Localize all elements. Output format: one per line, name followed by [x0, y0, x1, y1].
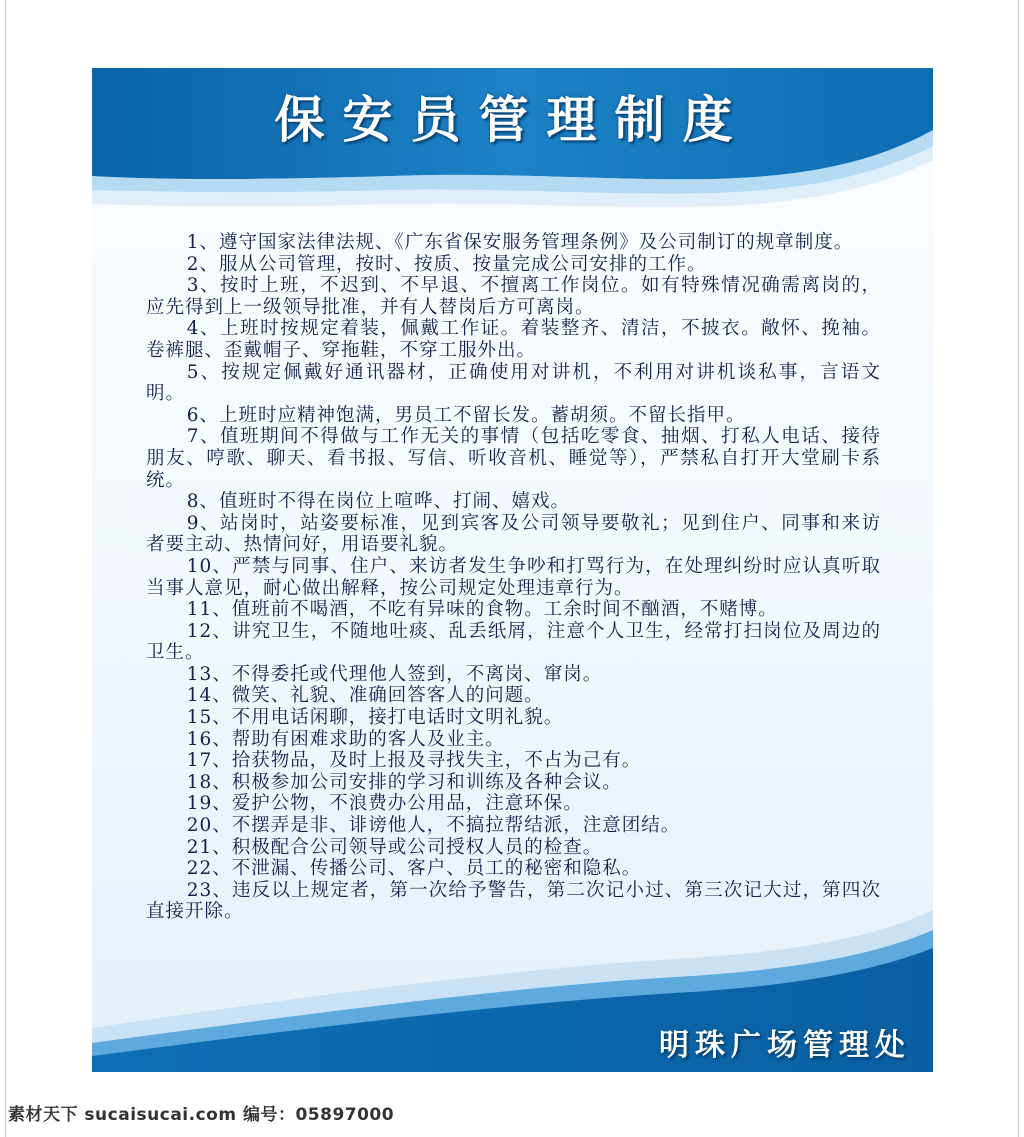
rule-item: 6、上班时应精神饱满，男员工不留长发。蓄胡须。不留长指甲。: [186, 404, 746, 426]
rule-item: 8、值班时不得在岗位上喧哗、打闹、嬉戏。: [186, 491, 570, 513]
rule-item: 3、按时上班，不迟到、不早退、不擅离工作岗位。如有特殊情况确需离岗的，应先得到上一级领导批准，并有人替岗后方可离岗。: [146, 275, 881, 318]
rule-item: 16、帮助有困难求助的客人及业主。: [186, 728, 505, 750]
rule-item: 18、积极参加公司安排的学习和训练及各种会议。: [186, 771, 622, 793]
rules-poster: [92, 68, 933, 1072]
rule-item: 1、遵守国家法律法规、《广东省保安服务管理条例》及公司制订的规章制度。: [186, 232, 854, 253]
rule-item: 4、上班时按规定着装，佩戴工作证。着装整齐、清洁，不披衣。敞怀、挽袖。卷裤腿、歪戴帽子、穿拖鞋，不穿工服外出。: [146, 318, 881, 361]
rule-item: 14、微笑、礼貌、准确回答客人的问题。: [186, 685, 544, 707]
watermark-text: 素材天下 sucaisucai.com 编号：05897000: [8, 1105, 395, 1125]
rule-item: 21、积极配合公司领导或公司授权人员的检查。: [186, 836, 603, 858]
rule-item: 5、按规定佩戴好通讯器材，正确使用对讲机，不利用对讲机谈私事，言语文明。: [146, 361, 881, 405]
rule-item: 11、值班前不喝酒，不吃有异味的食物。工余时间不酗酒，不赌博。: [186, 599, 778, 621]
rule-item: 23、违反以上规定者，第一次给予警告，第二次记小过、第三次记大过，第四次直接开除。: [146, 879, 881, 923]
organization-name: 明珠广场管理处: [659, 1028, 911, 1063]
frame-right-line: [1018, 0, 1019, 1137]
rule-item: 20、不摆弄是非、诽谤他人，不搞拉帮结派，注意团结。: [186, 815, 681, 837]
rule-item: 9、站岗时，站姿要标准，见到宾客及公司领导要敬礼；见到住户、同事和来访者要主动、热情问好，用语要礼貌。: [146, 512, 881, 556]
rule-item: 22、不泄漏、传播公司、客户、员工的秘密和隐私。: [186, 858, 642, 880]
rule-item: 19、爱护公物，不浪费办公用品，注意环保。: [186, 793, 583, 815]
rule-item: 10、严禁与同事、住户、来访者发生争吵和打骂行为，在处理纠纷时应认真听取当事人意见，耐心做出解释，按公司规定处理违章行为。: [146, 555, 881, 599]
rule-item: 17、拾获物品，及时上报及寻找失主，不占为己有。: [186, 750, 642, 772]
rule-item: 12、讲究卫生，不随地吐痰、乱丢纸屑，注意个人卫生，经常打扫岗位及周边的卫生。: [146, 620, 881, 664]
rules-list: [146, 232, 881, 923]
rule-item: 2、服从公司管理，按时、按质、按量完成公司安排的工作。: [186, 253, 707, 275]
rule-item: 7、值班期间不得做与工作无关的事情（包括吃零食、抽烟、打私人电话、接待朋友、哼歌、聊天、看书报、写信、听收音机、睡觉等），严禁私自打开大堂刷卡系统。: [146, 426, 881, 491]
rule-item: 13、不得委托或代理他人签到，不离岗、窜岗。: [186, 663, 603, 685]
rule-item: 15、不用电话闲聊，接打电话时文明礼貌。: [186, 707, 564, 729]
poster-title: 保安员管理制度: [274, 91, 751, 149]
frame-left-line: [5, 0, 6, 1137]
